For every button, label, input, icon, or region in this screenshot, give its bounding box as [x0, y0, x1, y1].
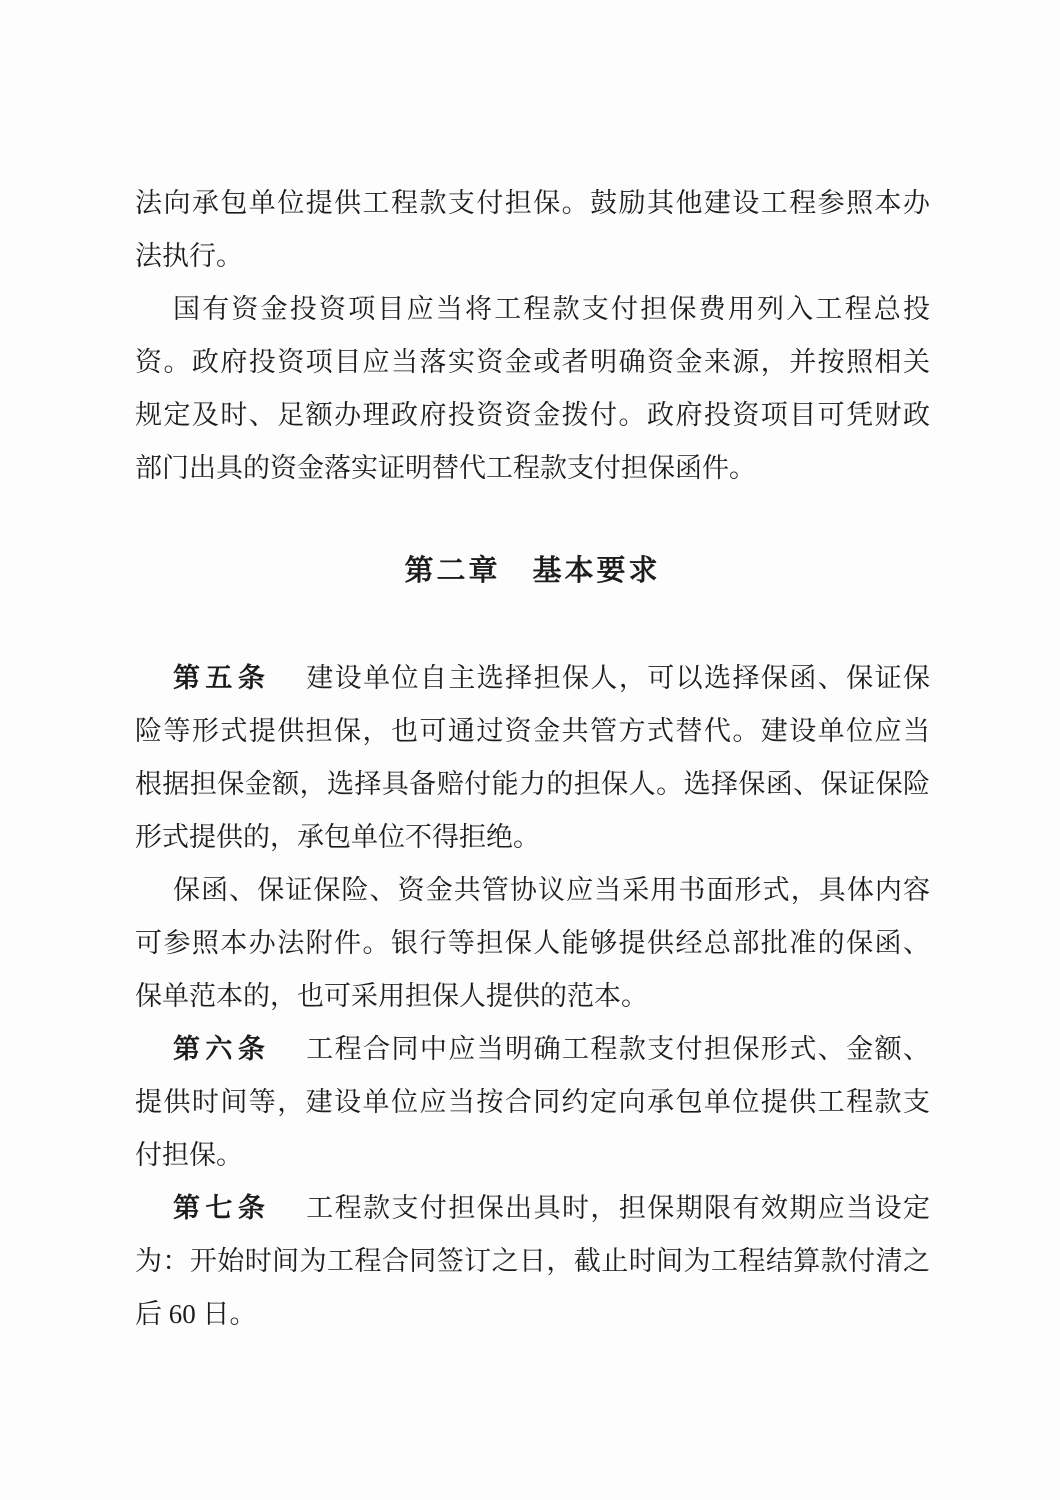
article-first-line	[135, 1023, 930, 1076]
article-number: 第七条	[173, 1193, 271, 1223]
chapter-heading: 第二章 基本要求	[404, 555, 661, 587]
body-line: 根据担保金额，选择具备赔付能力的担保人。选择保函、保证保险	[135, 769, 930, 799]
article-number: 第六条	[173, 1034, 271, 1064]
body-line: 为：开始时间为工程合同签订之日，截止时间为工程结算款付清之	[135, 1246, 930, 1276]
article-text: 建设单位自主选择担保人，可以选择保函、保证保	[306, 663, 930, 693]
body-line: 部门出具的资金落实证明替代工程款支付担保函件。	[135, 453, 756, 483]
article-number: 第五条	[173, 663, 271, 693]
body-line: 保单范本的，也可采用担保人提供的范本。	[135, 981, 648, 1011]
body-line: 法向承包单位提供工程款支付担保。鼓励其他建设工程参照本办	[135, 188, 930, 218]
article-text: 工程合同中应当明确工程款支付担保形式、金额、	[306, 1034, 930, 1064]
article-text: 工程款支付担保出具时，担保期限有效期应当设定	[306, 1193, 930, 1223]
body-line: 法执行。	[135, 241, 243, 271]
body-line: 险等形式提供担保，也可通过资金共管方式替代。建设单位应当	[135, 716, 930, 746]
body-line: 提供时间等，建设单位应当按合同约定向承包单位提供工程款支	[135, 1087, 930, 1117]
paragraph-first-line: 国有资金投资项目应当将工程款支付担保费用列入工程总投	[173, 294, 930, 324]
body-line: 付担保。	[135, 1140, 243, 1170]
body-line: 形式提供的，承包单位不得拒绝。	[135, 822, 540, 852]
body-line: 规定及时、足额办理政府投资资金拨付。政府投资项目可凭财政	[135, 400, 930, 430]
body-line: 后 60 日。	[135, 1299, 257, 1329]
body-line: 资。政府投资项目应当落实资金或者明确资金来源，并按照相关	[135, 347, 930, 377]
paragraph-first-line: 保函、保证保险、资金共管协议应当采用书面形式，具体内容	[173, 875, 930, 905]
article-first-line	[135, 1182, 930, 1235]
article-first-line	[135, 652, 930, 705]
body-line: 可参照本办法附件。银行等担保人能够提供经总部批准的保函、	[135, 928, 930, 958]
